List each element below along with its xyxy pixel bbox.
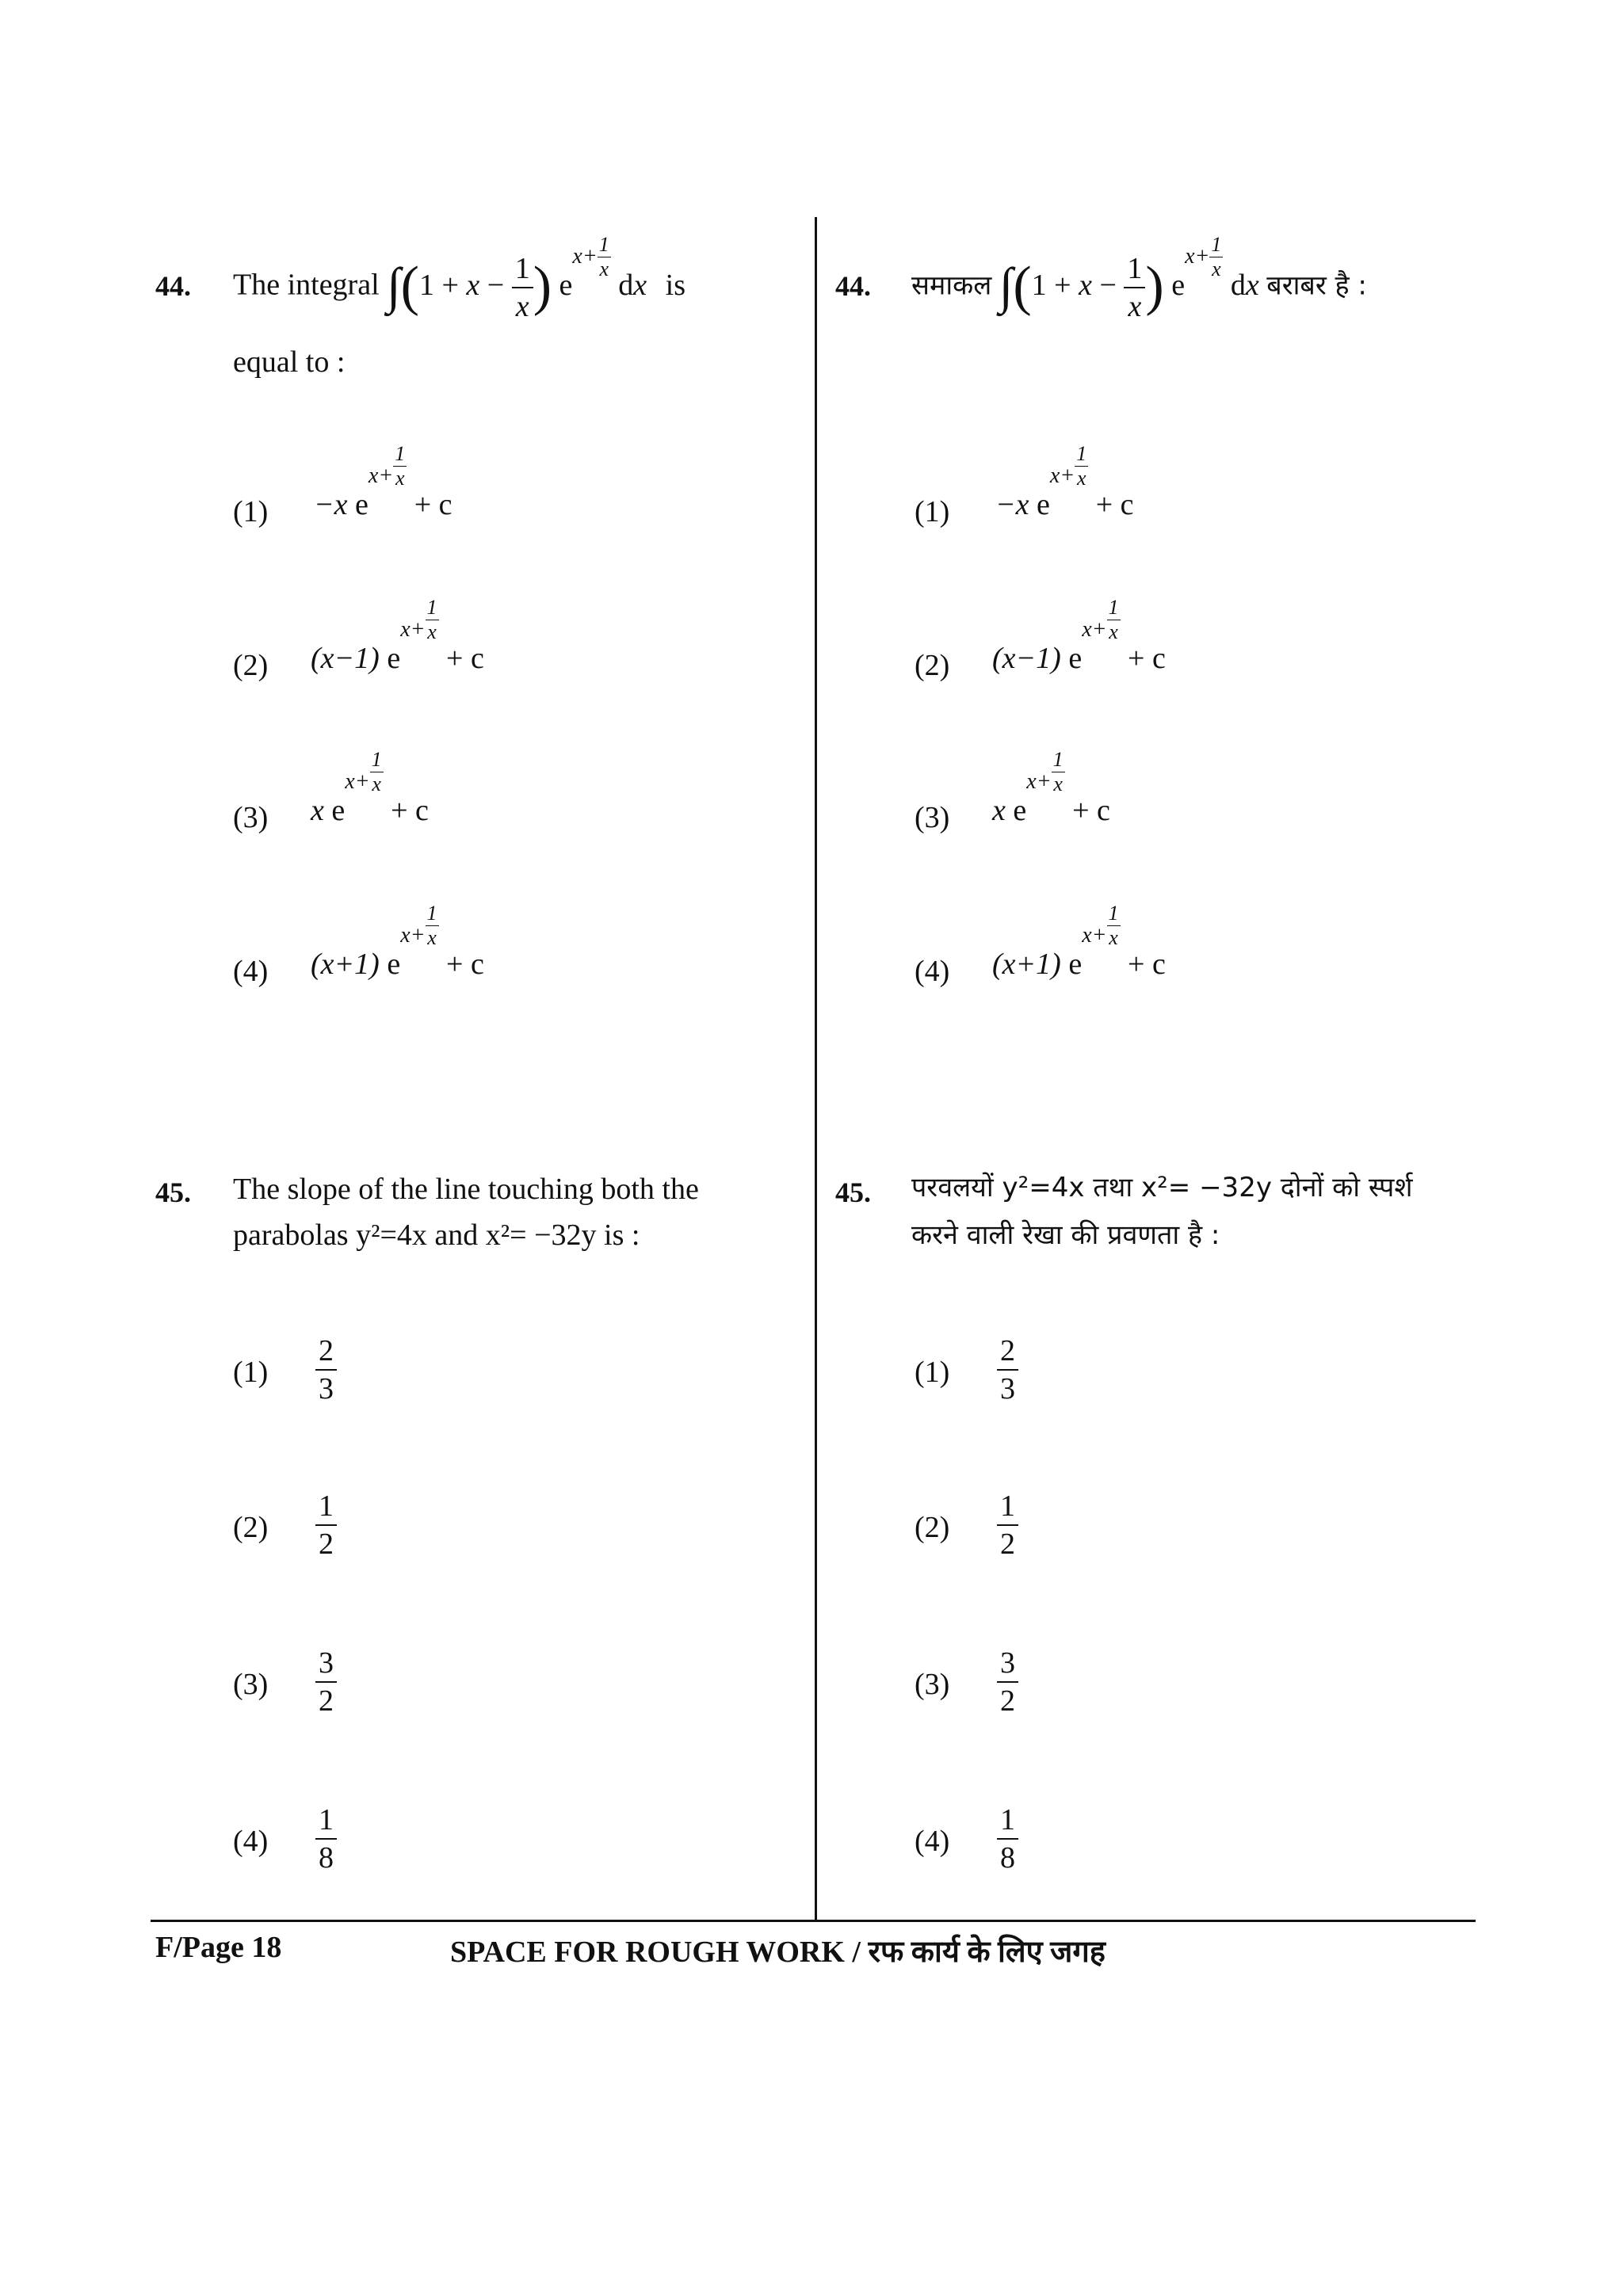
q45-opt1-numerator-en: 2 xyxy=(315,1336,337,1371)
q45-opt4-en xyxy=(315,1805,337,1873)
q45-line1-hi: परवलयों y²=4x तथा x²= −32y दोनों को स्पर्श xyxy=(911,1172,1413,1203)
q44-opt1-coef-en: −x xyxy=(314,488,348,521)
q45-opt3-numerator-hi: 3 xyxy=(997,1648,1018,1683)
q45-opt1-en xyxy=(315,1336,337,1404)
q44-opt2-hi: (x−1) ex+ $\frac{1}{x}$ + c xyxy=(992,596,1166,675)
q45-opt2-numerator-hi: 1 xyxy=(997,1491,1018,1526)
q44-intro-hi: समाकल xyxy=(911,269,992,302)
column-divider xyxy=(815,217,817,1920)
q45-opt2-num-en: (2) xyxy=(233,1511,269,1544)
q44-opt1-num-en: (1) xyxy=(233,495,269,528)
q44-opt1-en: −x ex+ $\frac{1}{x}$ + c xyxy=(314,442,453,521)
q44-opt2-coef-en: (x−1) xyxy=(311,642,380,675)
q45-opt1-denominator-en: 3 xyxy=(319,1372,334,1405)
q45-opt1-num-en: (1) xyxy=(233,1356,269,1389)
q45-line2-en: parabolas y²=4x and x²= −32y is : xyxy=(233,1219,640,1252)
q44-intro-en: The integral xyxy=(233,268,380,302)
q45-opt4-denominator-en: 8 xyxy=(319,1841,334,1875)
q45-opt3-num-hi: (3) xyxy=(915,1668,950,1701)
q45-opt4-num-en: (4) xyxy=(233,1825,269,1858)
q45-opt4-denominator-hi: 8 xyxy=(1000,1841,1015,1875)
q45-opt4-numerator-hi: 1 xyxy=(997,1805,1018,1840)
q44-opt3-hi: x ex+ $\frac{1}{x}$ + c xyxy=(992,748,1110,827)
q45-opt1-numerator-hi: 2 xyxy=(997,1336,1018,1371)
q44-opt1-hi: −x ex+ $\frac{1}{x}$ + c xyxy=(995,442,1134,521)
q44-tail-en: is xyxy=(665,268,685,302)
q44-number-en: 44. xyxy=(155,270,191,302)
q44-opt2-coef-hi: (x−1) xyxy=(992,642,1061,675)
q44-tail-hi: बराबर है : xyxy=(1266,269,1367,302)
q44-opt4-hi: (x+1) ex+ $\frac{1}{x}$ + c xyxy=(992,902,1166,981)
q45-opt4-numerator-en: 1 xyxy=(315,1805,337,1840)
q44-text-en xyxy=(233,232,685,323)
q45-opt2-num-hi: (2) xyxy=(915,1511,950,1544)
q44-integral-hi: ∫(1 + x − $\frac{1}{x}$ ) ex+ $\frac{1}{x}$ dx xyxy=(999,232,1259,323)
q44-opt2-num-hi: (2) xyxy=(915,649,950,682)
q44-opt4-en: (x+1) ex+ $\frac{1}{x}$ + c xyxy=(311,902,484,981)
q45-opt3-denominator-hi: 2 xyxy=(1000,1684,1015,1718)
q45-opt1-denominator-hi: 3 xyxy=(1000,1372,1015,1405)
q45-opt4-hi xyxy=(997,1805,1018,1873)
q44-line2-en: equal to : xyxy=(233,345,346,379)
q45-number-en: 45. xyxy=(155,1177,191,1208)
q45-opt4-num-hi: (4) xyxy=(915,1825,950,1858)
q44-text-hi xyxy=(911,232,1367,323)
q44-opt4-num-hi: (4) xyxy=(915,955,950,988)
q44-opt3-coef-en: x xyxy=(311,794,324,827)
q44-opt3-num-hi: (3) xyxy=(915,801,950,834)
q44-opt4-num-en: (4) xyxy=(233,955,269,988)
q44-opt1-coef-hi: −x xyxy=(995,488,1029,521)
rough-work-label: SPACE FOR ROUGH WORK / रफ कार्य के लिए जगह xyxy=(450,1936,1106,1969)
q45-opt2-numerator-en: 1 xyxy=(315,1491,337,1526)
q44-opt2-num-en: (2) xyxy=(233,649,269,682)
q45-opt2-denominator-en: 2 xyxy=(319,1527,334,1561)
q45-opt2-hi xyxy=(997,1491,1018,1559)
q45-opt3-numerator-en: 3 xyxy=(315,1648,337,1683)
q44-opt1-num-hi: (1) xyxy=(915,495,950,528)
q45-opt3-en xyxy=(315,1648,337,1716)
q45-line1-en: The slope of the line touching both the xyxy=(233,1173,699,1206)
q45-opt2-denominator-hi: 2 xyxy=(1000,1527,1015,1561)
q45-opt3-num-en: (3) xyxy=(233,1668,269,1701)
footer-rule xyxy=(151,1920,1476,1922)
q45-opt1-num-hi: (1) xyxy=(915,1356,950,1389)
q44-integral-en: ∫(1 + x − $\frac{1}{x}$ ) ex+ $\frac{1}{x}$ dx xyxy=(387,232,647,323)
q45-number-hi: 45. xyxy=(835,1177,871,1208)
q44-opt3-num-en: (3) xyxy=(233,801,269,834)
q45-opt3-hi xyxy=(997,1648,1018,1716)
q44-number-hi: 44. xyxy=(835,270,871,302)
page-number: F/Page 18 xyxy=(155,1931,282,1964)
q45-line2-hi: करने वाली रेखा की प्रवणता है : xyxy=(911,1219,1220,1251)
q44-opt3-coef-hi: x xyxy=(992,794,1006,827)
q44-opt4-coef-en: (x+1) xyxy=(311,948,380,981)
q45-opt1-hi xyxy=(997,1336,1018,1404)
q45-opt2-en xyxy=(315,1491,337,1559)
q44-opt3-en: x ex+ $\frac{1}{x}$ + c xyxy=(311,748,429,827)
q44-opt2-en: (x−1) ex+ $\frac{1}{x}$ + c xyxy=(311,596,484,675)
q45-opt3-denominator-en: 2 xyxy=(319,1684,334,1718)
q44-opt4-coef-hi: (x+1) xyxy=(992,948,1061,981)
